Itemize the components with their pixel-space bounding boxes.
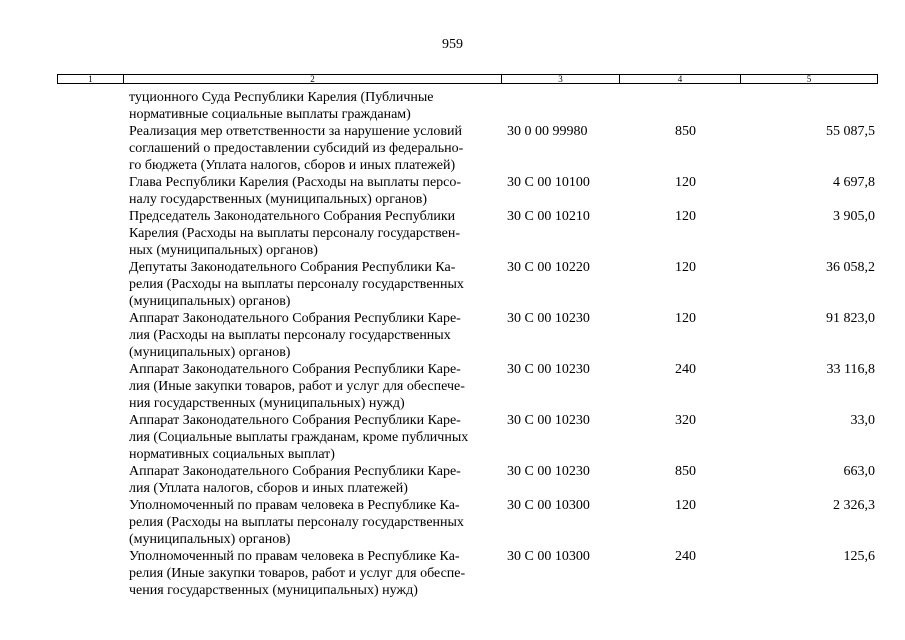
description-line: Уполномоченный по правам человека в Республике Ка-	[129, 549, 460, 564]
table-row	[57, 89, 878, 123]
table-row	[57, 310, 878, 361]
row-code: 30 С 00 10300	[507, 549, 590, 564]
row-expense-type: 120	[675, 209, 696, 224]
description-line: нормативные социальные выплаты гражданам)	[129, 107, 411, 122]
row-code: 30 0 00 99980	[507, 124, 588, 139]
row-description	[129, 548, 507, 599]
description-line: Аппарат Законодательного Собрания Республики Каре-	[129, 464, 461, 479]
table-row	[57, 548, 878, 599]
row-code: 30 С 00 10100	[507, 175, 590, 190]
description-line: релия (Расходы на выплаты персоналу государственных	[129, 277, 464, 292]
description-line: Карелия (Расходы на выплаты персоналу государствен-	[129, 226, 461, 241]
description-line: Уполномоченный по правам человека в Республике Ка-	[129, 498, 460, 513]
table-header	[57, 74, 878, 84]
row-amount: 36 058,2	[826, 260, 875, 275]
row-description	[129, 361, 507, 412]
column-header-4: 4	[619, 75, 740, 83]
row-description	[129, 497, 507, 548]
row-expense-type: 120	[675, 260, 696, 275]
row-amount: 3 905,0	[833, 209, 875, 224]
row-amount: 2 326,3	[833, 498, 875, 513]
row-description	[129, 310, 507, 361]
row-amount: 125,6	[843, 549, 875, 564]
description-line: Председатель Законодательного Собрания Республики	[129, 209, 456, 224]
row-amount: 91 823,0	[826, 311, 875, 326]
table-row	[57, 208, 878, 259]
description-line: Реализация мер ответственности за нарушение условий	[129, 124, 462, 139]
row-expense-type: 320	[675, 413, 696, 428]
row-expense-type: 240	[675, 362, 696, 377]
row-amount: 33,0	[850, 413, 875, 428]
table-row	[57, 123, 878, 174]
row-description	[129, 412, 507, 463]
table-row	[57, 174, 878, 208]
description-line: релия (Иные закупки товаров, работ и услуг для обеспе-	[129, 566, 466, 581]
description-line: (муниципальных) органов)	[129, 532, 291, 547]
row-amount: 55 087,5	[826, 124, 875, 139]
row-expense-type: 120	[675, 175, 696, 190]
column-header-3: 3	[501, 75, 619, 83]
description-line: лия (Уплата налогов, сборов и иных платежей)	[129, 481, 408, 496]
description-line: нормативных социальных выплат)	[129, 447, 335, 462]
row-description	[129, 174, 507, 208]
table-body	[57, 89, 878, 599]
description-line: Аппарат Законодательного Собрания Республики Каре-	[129, 413, 461, 428]
table-row	[57, 259, 878, 310]
row-code: 30 С 00 10210	[507, 209, 590, 224]
description-line: ния государственных (муниципальных) нужд)	[129, 396, 405, 411]
description-line: лия (Расходы на выплаты персоналу государственных	[129, 328, 451, 343]
description-line: ных (муниципальных) органов)	[129, 243, 318, 258]
description-line: соглашений о предоставлении субсидий из федерально-	[129, 141, 464, 156]
column-header-1: 1	[88, 74, 93, 84]
description-line: го бюджета (Уплата налогов, сборов и иных платежей)	[129, 158, 456, 173]
row-code: 30 С 00 10230	[507, 311, 590, 326]
column-header-5: 5	[740, 75, 877, 83]
description-line: Аппарат Законодательного Собрания Республики Каре-	[129, 362, 461, 377]
description-line: лия (Социальные выплаты гражданам, кроме публичных	[129, 430, 469, 445]
row-description	[129, 208, 507, 259]
row-expense-type: 120	[675, 498, 696, 513]
row-amount: 663,0	[843, 464, 875, 479]
row-expense-type: 850	[675, 464, 696, 479]
description-line: лия (Иные закупки товаров, работ и услуг для обеспече-	[129, 379, 465, 394]
table-row	[57, 361, 878, 412]
row-amount: 33 116,8	[826, 362, 875, 377]
row-description	[129, 463, 507, 497]
description-line: чения государственных (муниципальных) нужд)	[129, 583, 418, 598]
row-expense-type: 850	[675, 124, 696, 139]
description-line: (муниципальных) органов)	[129, 345, 291, 360]
row-code: 30 С 00 10230	[507, 464, 590, 479]
row-amount: 4 697,8	[833, 175, 875, 190]
description-line: релия (Расходы на выплаты персоналу государственных	[129, 515, 464, 530]
row-code: 30 С 00 10300	[507, 498, 590, 513]
row-description	[129, 123, 507, 174]
description-line: Аппарат Законодательного Собрания Республики Каре-	[129, 311, 461, 326]
row-code: 30 С 00 10230	[507, 362, 590, 377]
description-line: (муниципальных) органов)	[129, 294, 291, 309]
description-line: налу государственных (муниципальных) органов)	[129, 192, 427, 207]
row-description	[129, 259, 507, 310]
row-expense-type: 120	[675, 311, 696, 326]
description-line: Депутаты Законодательного Собрания Республики Ка-	[129, 260, 456, 275]
column-header-2: 2	[123, 75, 501, 83]
description-line: туционного Суда Республики Карелия (Публичные	[129, 90, 434, 105]
description-line: Глава Республики Карелия (Расходы на выплаты персо-	[129, 175, 462, 190]
page-number: 959	[442, 37, 463, 52]
row-code: 30 С 00 10230	[507, 413, 590, 428]
row-expense-type: 240	[675, 549, 696, 564]
row-description	[129, 89, 507, 123]
table-row	[57, 497, 878, 548]
row-code: 30 С 00 10220	[507, 260, 590, 275]
table-row	[57, 463, 878, 497]
table-row	[57, 412, 878, 463]
